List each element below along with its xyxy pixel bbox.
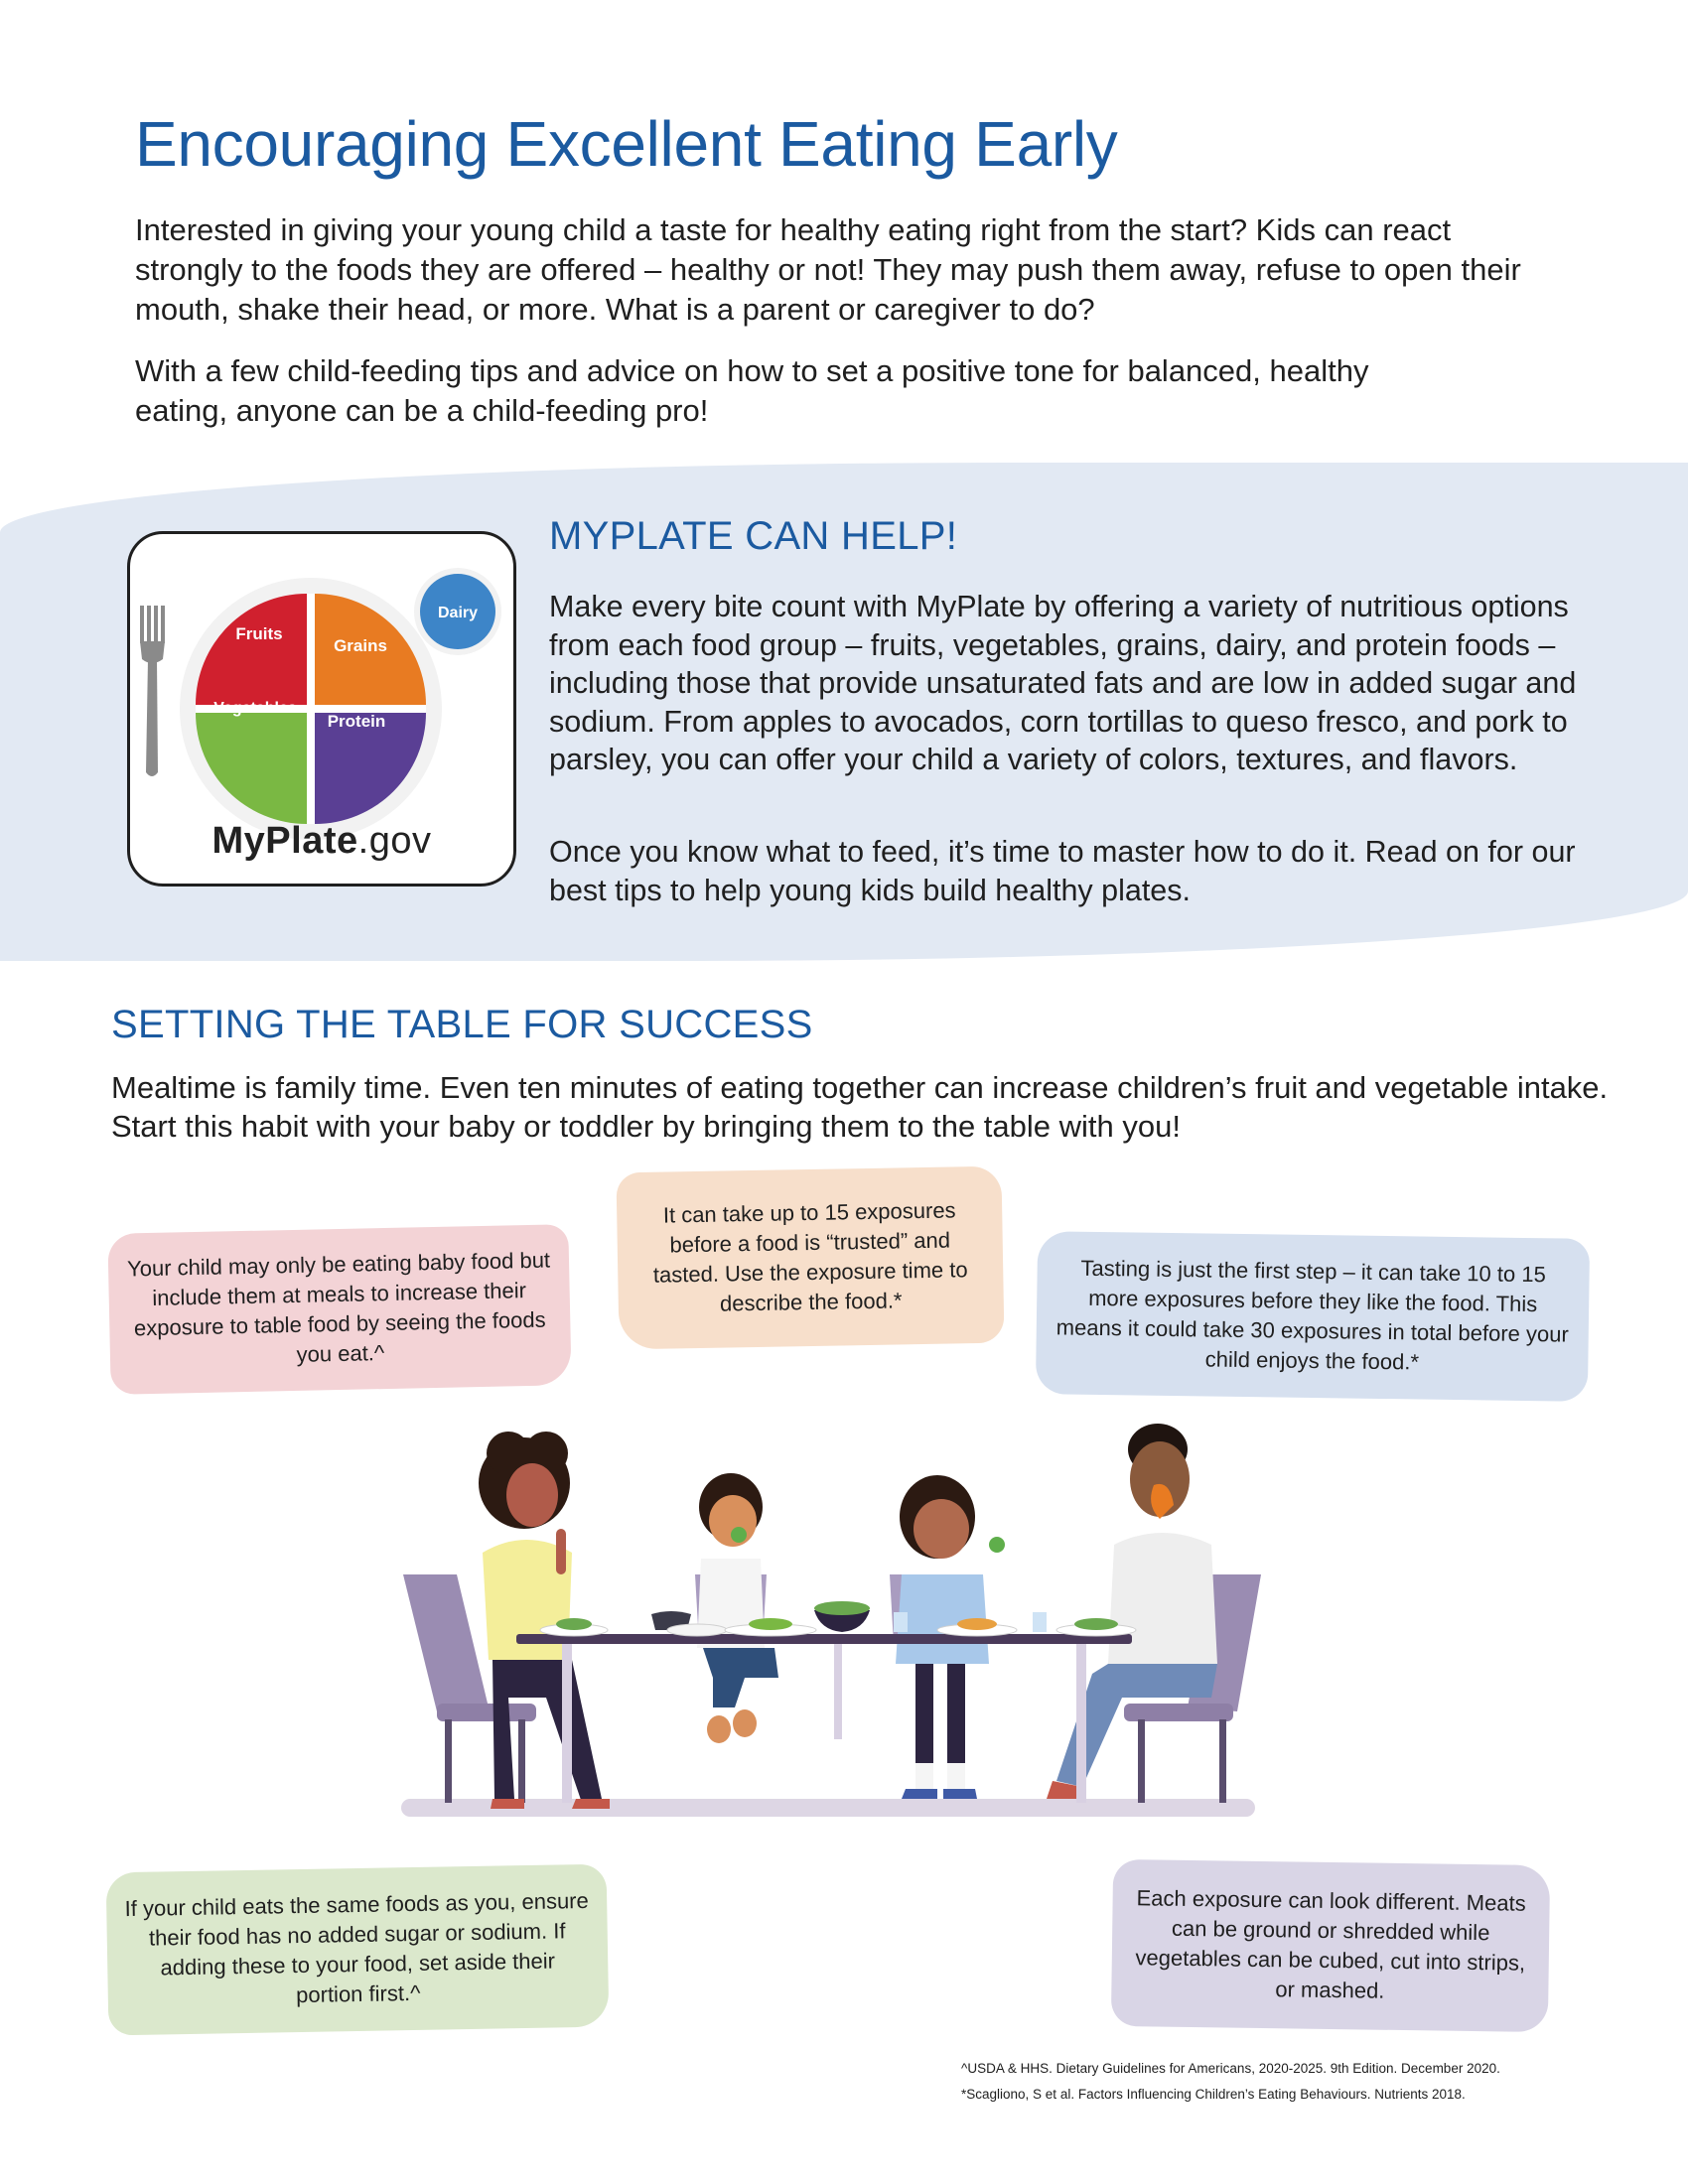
table-items	[540, 1601, 1136, 1636]
myplate-paragraph-1: Make every bite count with MyPlate by offering a variety of nutritious options from each food group – fruits, vegetables, grains, dairy, and protein foods – including those that provide unsaturated fats and are low in added sugar and sodium. From apples to avocados, corn tortillas to queso fresco, and pork to parsley, you can offer your child a variety of colors, textures, and flavors.	[549, 590, 1577, 776]
family-dinner-illustration	[397, 1410, 1271, 1835]
fruits-section	[196, 594, 307, 705]
footnote-usda: ^USDA & HHS. Dietary Guidelines for Americans, 2020-2025. 9th Edition. December 2020.	[961, 2061, 1500, 2076]
vegetables-section	[196, 713, 307, 824]
floor-shadow	[401, 1799, 1255, 1817]
tip-bubble-baby-food: Your child may only be eating baby food but include them at meals to increase their exposure to table food by seeing the foods you eat.^	[107, 1224, 571, 1395]
vegetables-label: Vegetables	[213, 700, 297, 717]
dining-table	[516, 1634, 1132, 1803]
fork-icon	[140, 606, 165, 776]
footnote-scagliono: *Scagliono, S et al. Factors Influencing Children’s Eating Behaviours. Nutrients 2018.	[961, 2087, 1466, 2102]
tip-bubble-15-exposures: It can take up to 15 exposures before a food is “trusted” and tasted. Use the exposure time to describe the food.*	[616, 1166, 1004, 1350]
myplate-heading: MYPLATE CAN HELP!	[549, 514, 958, 558]
father-figure	[1047, 1424, 1217, 1799]
intro-paragraph-2: With a few child-feeding tips and advice on how to set a positive tone for balanced, healthy eating, anyone can be a child-feeding pro!	[135, 353, 1369, 428]
setting-table-intro: Mealtime is family time. Even ten minutes of eating together can increase children’s fruit and vegetable intake. Start this habit with your baby or toddler by bringing them to the table with you!	[111, 1070, 1609, 1144]
grains-label: Grains	[334, 636, 387, 655]
mother-figure	[479, 1432, 610, 1809]
fruits-label: Fruits	[235, 624, 283, 643]
myplate-paragraph-2: Once you know what to feed, it’s time to master how to do it. Read on for our best tips to help young kids build healthy plates.	[549, 835, 1576, 907]
intro-paragraph-1: Interested in giving your young child a taste for healthy eating right from the start? Kids can react strongly to the foods they are offered – healthy or not! They may push them away, refuse to open their mouth, shake their head, or more. What is a parent or caregiver to do?	[135, 212, 1521, 327]
page-title: Encouraging Excellent Eating Early	[135, 108, 1118, 180]
myplate-wordmark: MyPlate.gov	[211, 820, 432, 862]
protein-label: Protein	[327, 712, 386, 731]
myplate-logo	[127, 531, 516, 887]
tip-bubble-no-added-sugar: If your child eats the same foods as you, ensure their food has no added sugar or sodium. If adding these to your food, set aside their portion first.^	[106, 1864, 610, 2036]
dairy-label: Dairy	[437, 605, 479, 621]
setting-table-heading: SETTING THE TABLE FOR SUCCESS	[111, 1003, 813, 1046]
tip-bubble-tasting: Tasting is just the first step – it can take 10 to 15 more exposures before they like the food. This means it could take 30 exposures in total before your child enjoys the food.*	[1036, 1231, 1590, 1402]
young-child-figure	[697, 1473, 778, 1743]
tip-bubble-exposure-variety: Each exposure can look different. Meats can be ground or shredded while vegetables can be cubed, cut into strips, or mashed.	[1111, 1859, 1550, 2032]
